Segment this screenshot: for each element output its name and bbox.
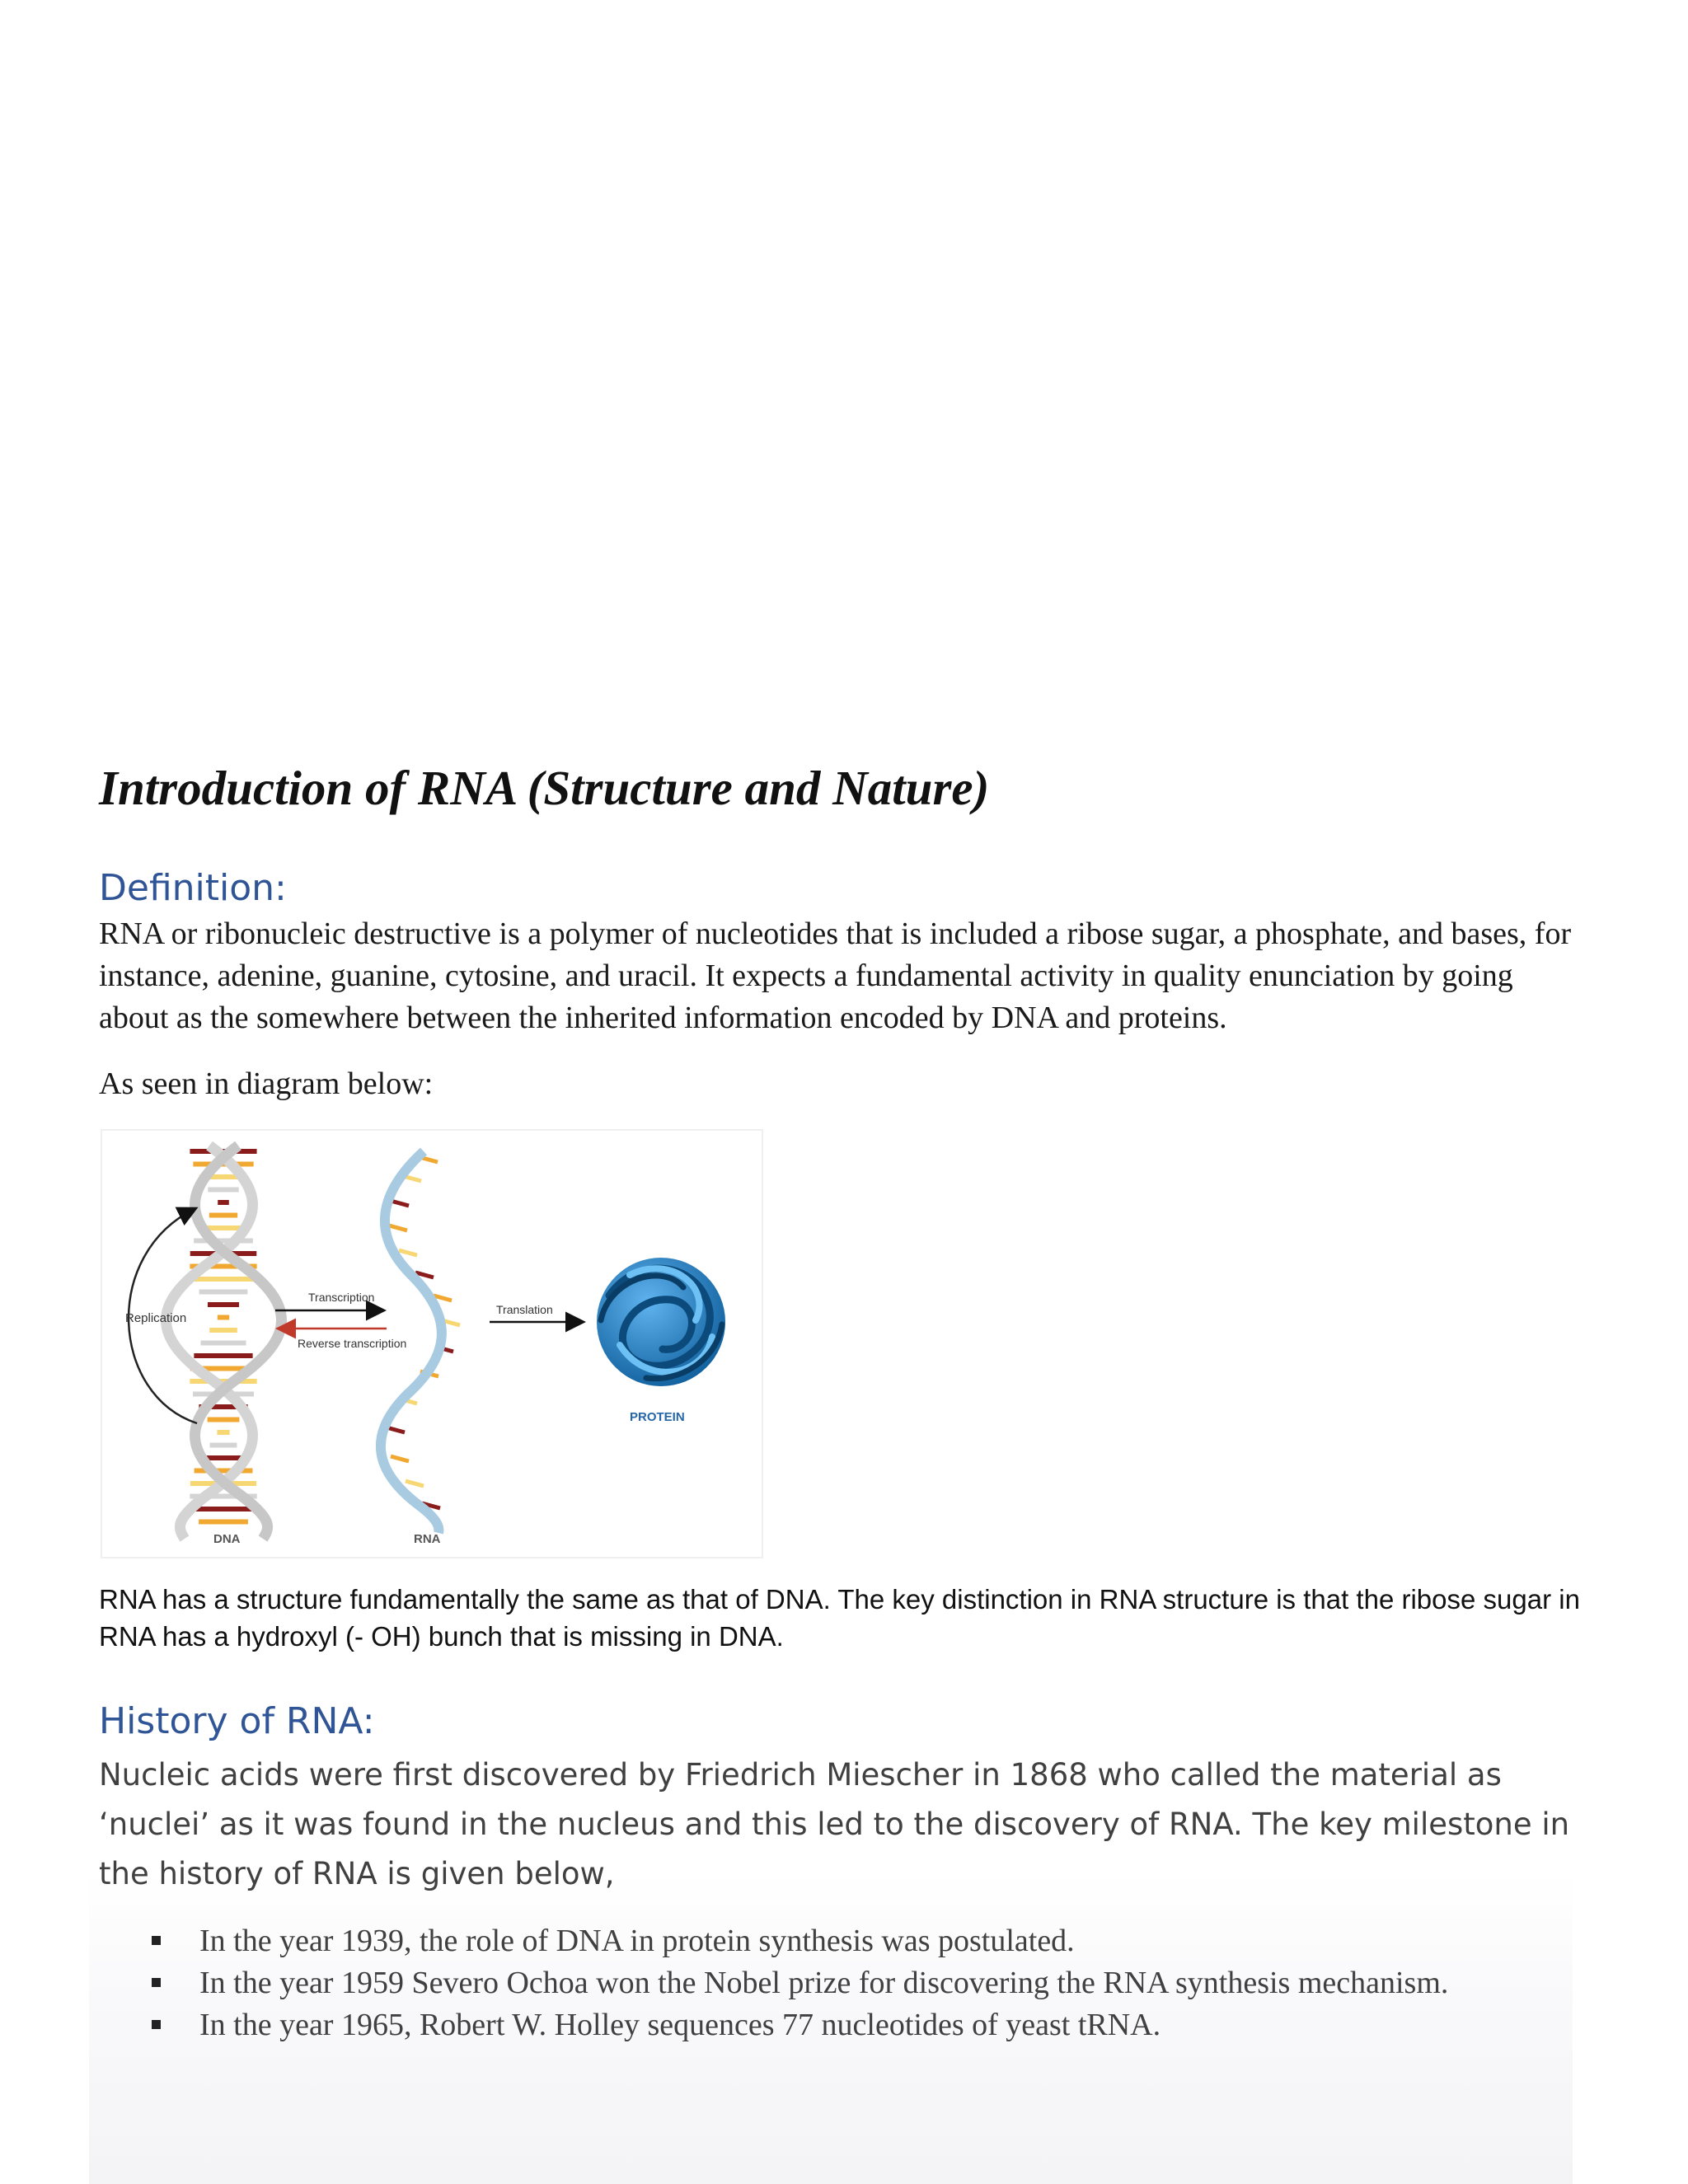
definition-paragraph: RNA or ribonucleic destructive is a polymer of nucleotides that is included a ribose sugar, a phosphate, and bases, for instance, adenine, guanine, cytosine, and uracil. It expects a fundamental activity in quality enunciation by going about as the somewhere between the inherited information encoded by DNA and proteins. bbox=[99, 916, 1572, 1035]
definition-heading: Definition: bbox=[99, 867, 287, 909]
milestone-list bbox=[99, 1920, 1448, 2046]
diagram-intro-text: As seen in diagram below: bbox=[99, 1066, 434, 1101]
list-item: In the year 1939, the role of DNA in protein synthesis was postulated. bbox=[99, 1920, 1448, 1962]
page-title: Introduction of RNA (Structure and Nature) bbox=[99, 761, 990, 815]
protein-icon bbox=[597, 1258, 725, 1386]
history-paragraph: Nucleic acids were first discovered by Friedrich Miescher in 1868 who called the material as ‘nuclei’ as it was found in the nucleus and this led to the discovery of RNA. The key milestone in the history of RNA is given below, bbox=[99, 1757, 1570, 1891]
central-dogma-diagram bbox=[101, 1129, 763, 1558]
rna-base bbox=[391, 1201, 409, 1206]
list-item: In the year 1959 Severo Ochoa won the Nobel prize for discovering the RNA synthesis mechanism. bbox=[99, 1962, 1448, 2004]
reverse-transcription-label: Reverse transcription bbox=[298, 1337, 407, 1350]
square-bullet-icon bbox=[152, 1978, 161, 1987]
list-item: In the year 1965, Robert W. Holley sequences 77 nucleotides of yeast tRNA. bbox=[99, 2004, 1448, 2046]
square-bullet-icon bbox=[152, 1936, 161, 1945]
rna-base bbox=[399, 1250, 417, 1255]
history-heading: History of RNA: bbox=[99, 1700, 375, 1742]
protein-label: PROTEIN bbox=[630, 1410, 685, 1424]
replication-label: Replication bbox=[125, 1311, 187, 1325]
rna-base bbox=[389, 1226, 407, 1230]
rna-base bbox=[391, 1456, 409, 1461]
rna-bases bbox=[387, 1157, 460, 1508]
transcription-label: Transcription bbox=[308, 1291, 375, 1304]
translation-label: Translation bbox=[496, 1303, 553, 1316]
dna-label: DNA bbox=[213, 1532, 241, 1546]
rna-label: RNA bbox=[414, 1532, 441, 1546]
diagram-svg bbox=[102, 1131, 762, 1557]
structure-paragraph: RNA has a structure fundamentally the same as that of DNA. The key distinction in RNA structure is that the ribose sugar in RNA has a hydroxyl (- OH) bunch that is missing in DNA. bbox=[99, 1584, 1580, 1652]
rna-base bbox=[406, 1481, 424, 1486]
square-bullet-icon bbox=[152, 2020, 161, 2029]
